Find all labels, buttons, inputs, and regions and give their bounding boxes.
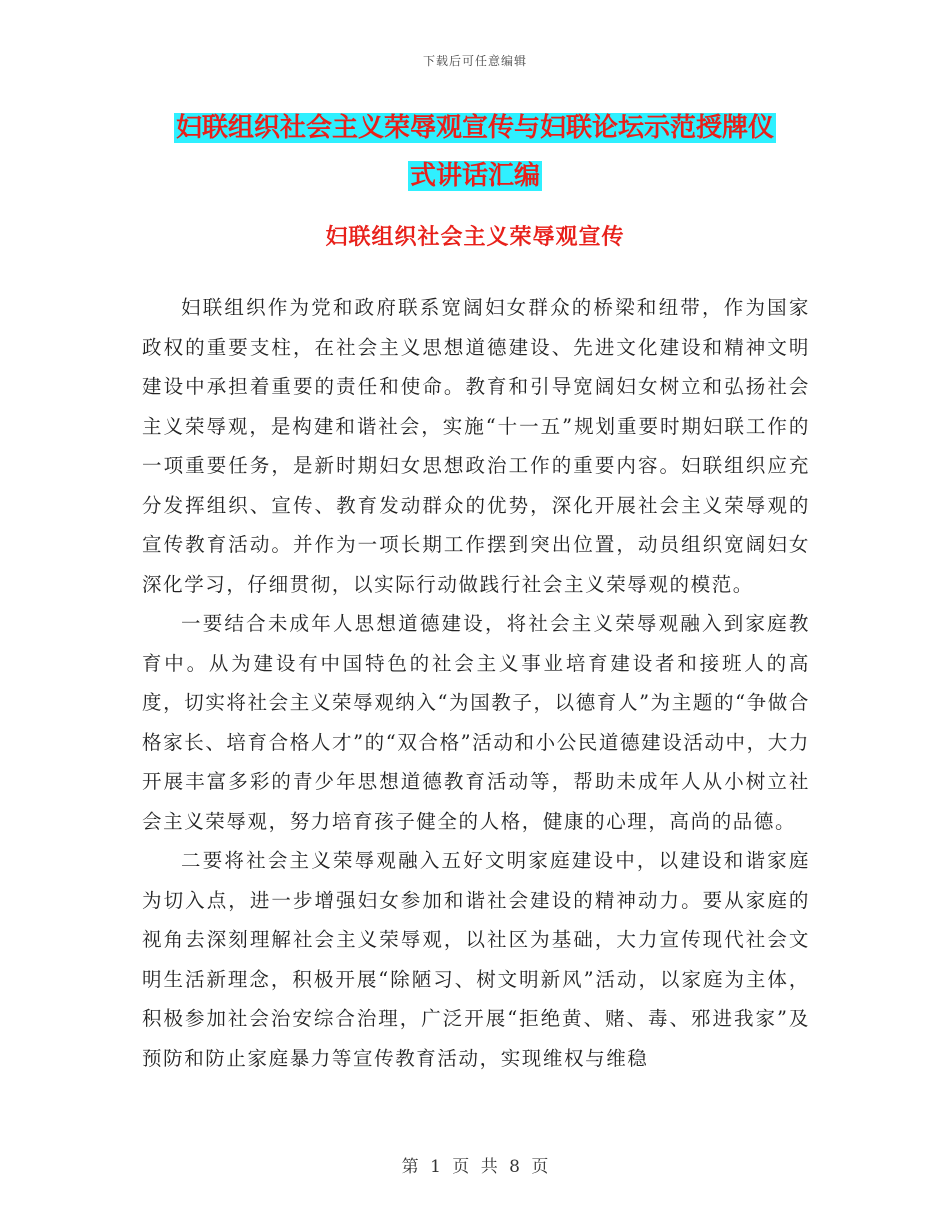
document-body [142,288,810,1078]
document-title [140,104,810,200]
page-number-footer: 第 1 页 共 8 页 [401,1157,549,1177]
document-title-line-2: 式讲话汇编 [409,161,540,191]
page-header-note: 下载后可任意编辑 [422,54,527,68]
document-title-line-1: 妇联组织社会主义荣辱观宣传与妇联论坛示范授牌仪 [175,113,774,143]
section-heading: 妇联组织社会主义荣辱观宣传 [325,224,625,250]
paragraph: 妇联组织作为党和政府联系宽阔妇女群众的桥梁和纽带，作为国家政权的重要支柱，在社会主义思想道德建设、先进文化建设和精神文明建设中承担着重要的责任和使命。教育和引导宽阔妇女树立和弘扬社会主义荣辱观，是构建和谐社会，实施“十一五”规划重要时期妇联工作的一项重要任务，是新时期妇女思想政治工作的重要内容。妇联组织应充分发挥组织、宣传、教育发动群众的优势，深化开展社会主义荣辱观的宣传教育活动。并作为一项长期工作摆到突出位置，动员组织宽阔妇女深化学习，仔细贯彻，以实际行动做践行社会主义荣辱观的模范。 [142,296,810,596]
paragraph: 二要将社会主义荣辱观融入五好文明家庭建设中，以建设和谐家庭为切入点，进一步增强妇女参加和谐社会建设的精神动力。要从家庭的视角去深刻理解社会主义荣辱观，以社区为基础，大力宣传现代社会文明生活新理念，积极开展“除陋习、树文明新风”活动，以家庭为主体，积极参加社会治安综合治理，广泛开展“拒绝黄、赌、毒、邪进我家”及预防和防止家庭暴力等宣传教育活动，实现维权与维稳 [142,849,810,1070]
paragraph: 一要结合未成年人思想道德建设，将社会主义荣辱观融入到家庭教育中。从为建设有中国特色的社会主义事业培育建设者和接班人的高度，切实将社会主义荣辱观纳入“为国教子，以德育人”为主题的“争做合格家长、培育合格人才”的“双合格”活动和小公民道德建设活动中，大力开展丰富多彩的青少年思想道德教育活动等，帮助未成年人从小树立社会主义荣辱观，努力培育孩子健全的人格，健康的心理，高尚的品德。 [142,612,810,833]
